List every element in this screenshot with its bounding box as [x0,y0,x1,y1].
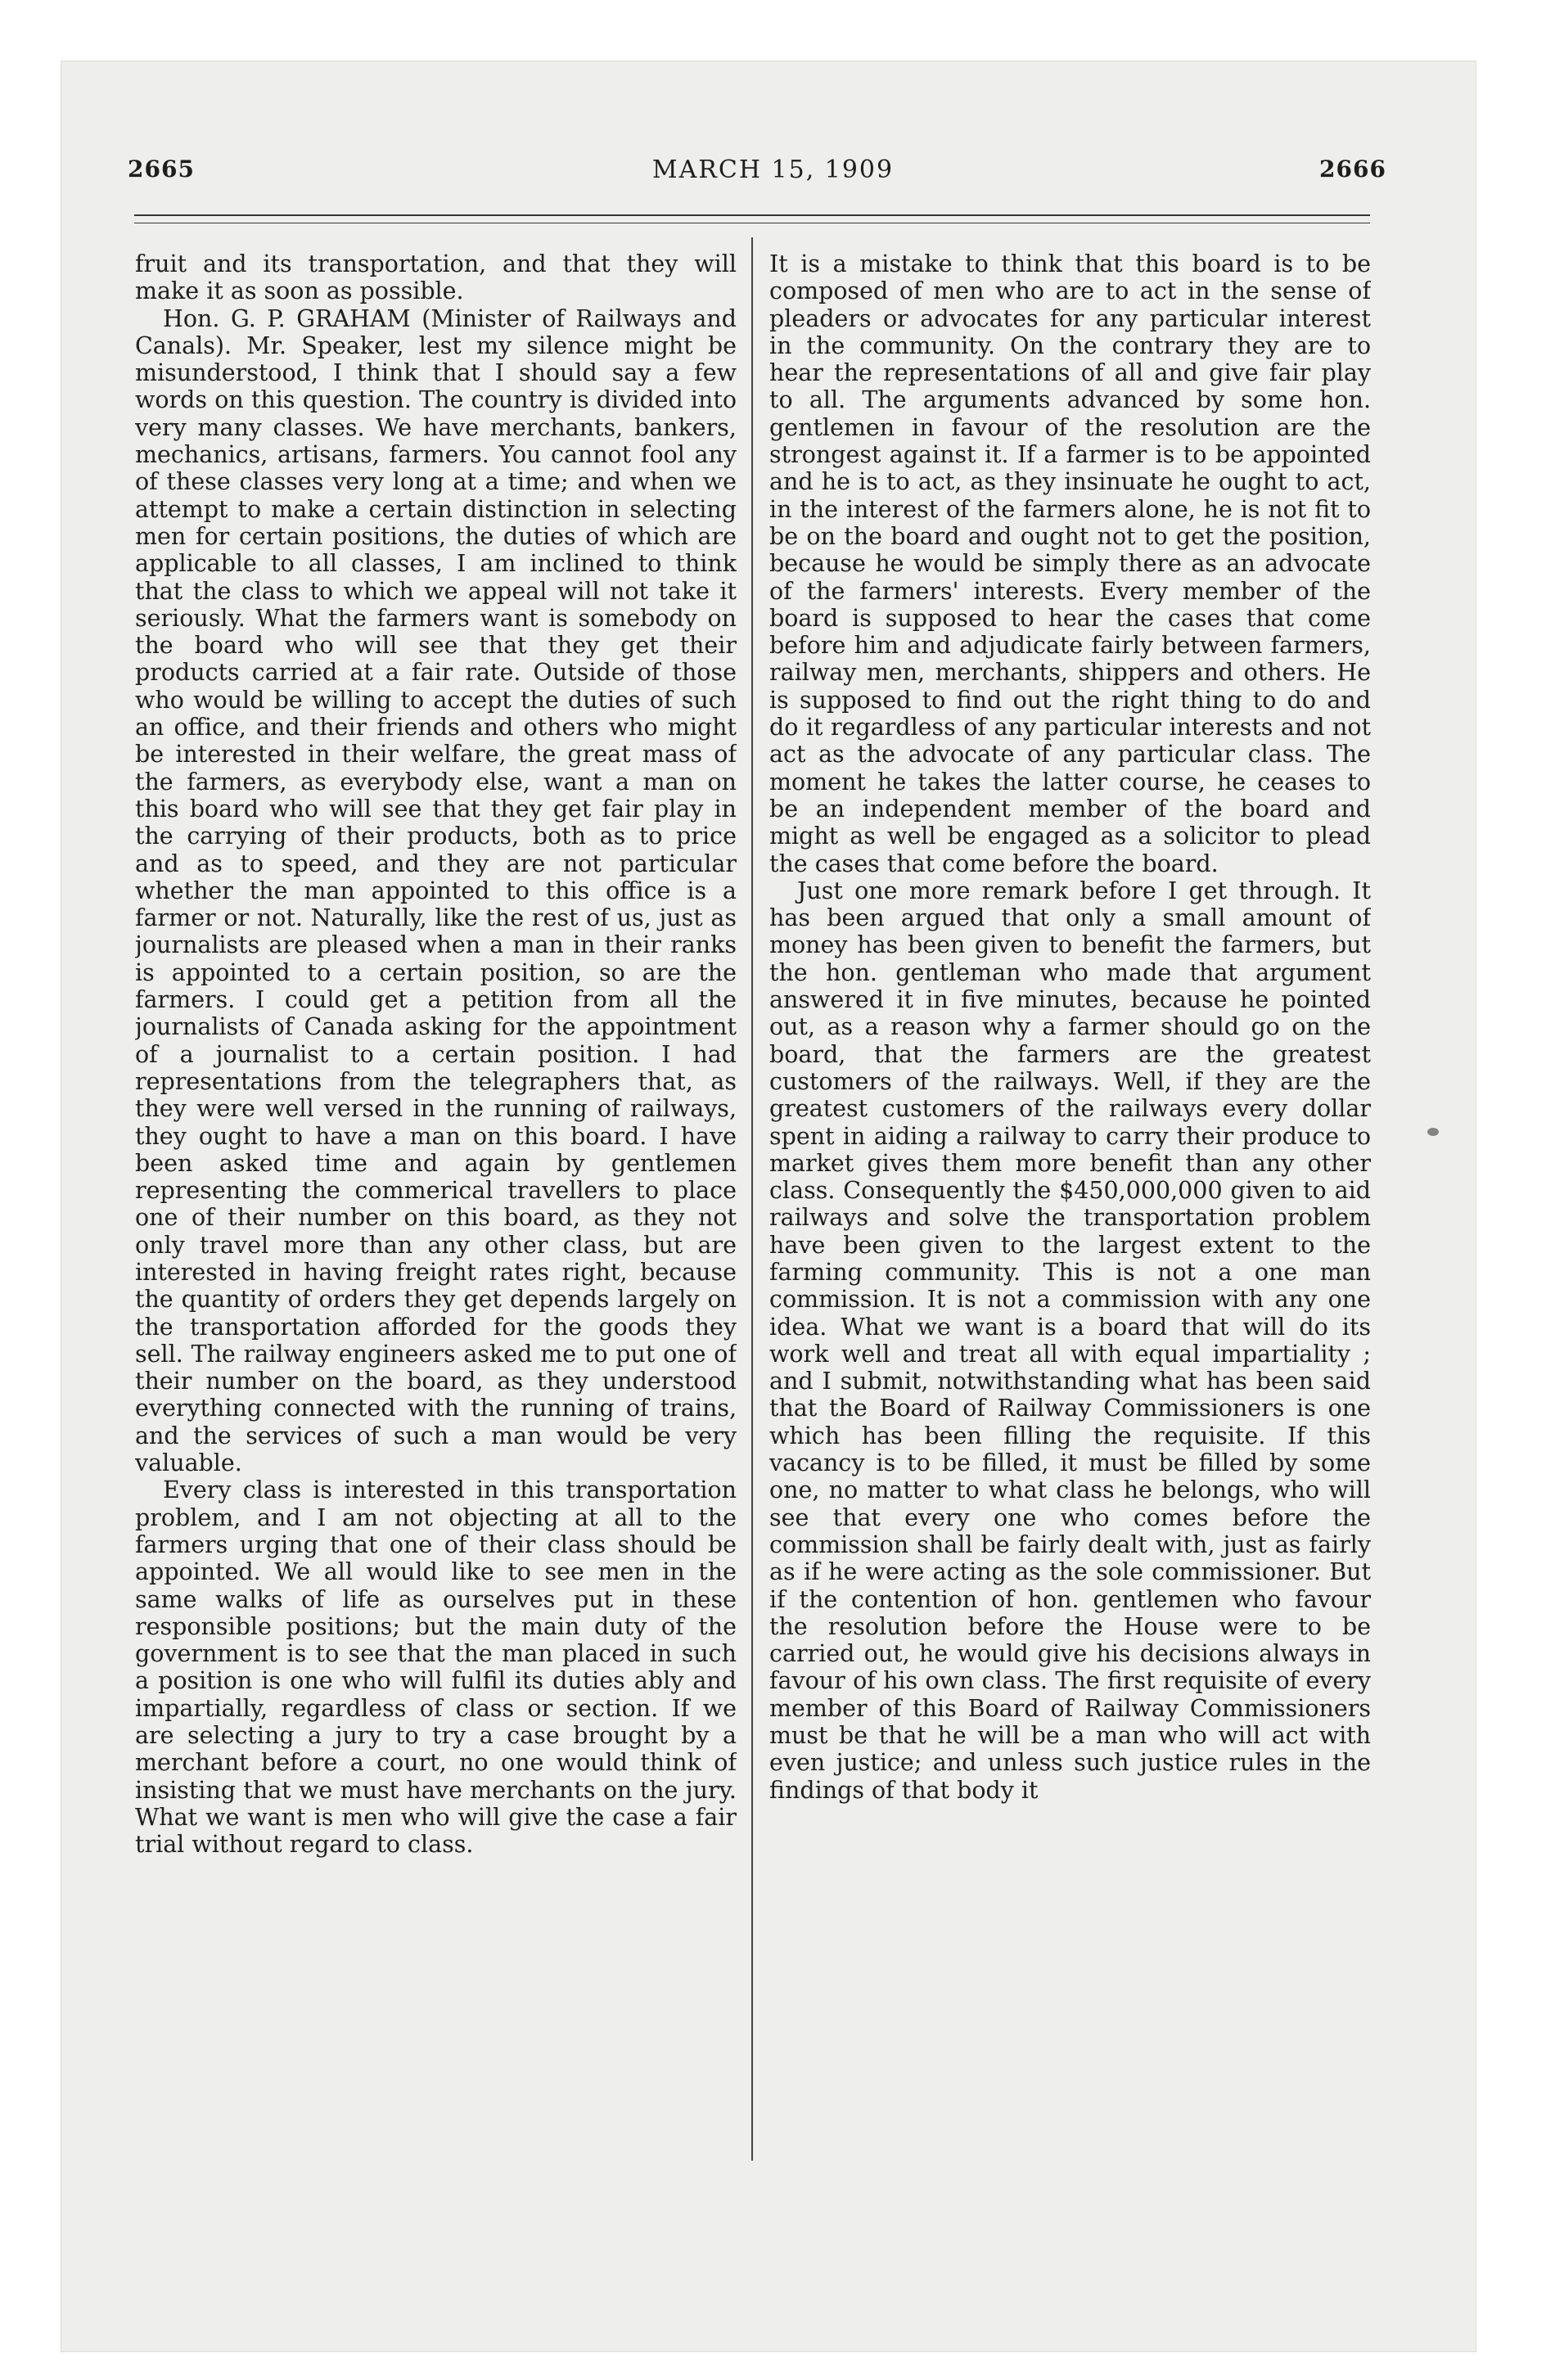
left-paragraph-2: Hon. G. P. GRAHAM (Minister of Railways and Canals). Mr. Speaker, lest my silence might be misunderstood, I think that I should say a few words on this question. The country is divided into very many classes. We have merchants, bankers, mechanics, artisans, farmers. You cannot fool any of these classes very long at a time; and when we attempt to make a certain distinction in selecting men for certain positions, the duties of which are applicable to all classes, I am inclined to think that the class to which we appeal will not take it seriously. What the farmers want is somebody on the board who will see that they get their products carried at a fair rate. Outside of those who would be willing to accept the duties of such an office, and their friends and others who might be interested in their welfare, the great mass of the farmers, as everybody else, want a man on this board who will see that they get fair play in the carrying of their products, both as to price and as to speed, and they are not particular whether the man appointed to this office is a farmer or not. Naturally, like the rest of us, just as journalists are pleased when a man in their ranks is appointed to a certain position, so are the farmers. I could get a petition from all the journalists of Canada asking for the appointment of a journalist to a certain position. I had representations from the telegraphers that, as they were well versed in the running of railways, they ought to have a man on this board. I have been asked time and again by gentlemen representing the commerical travellers to place one of their number on this board, as they not only travel more than any other class, but are interested in having freight rates right, because the quantity of orders they get depends largely on the transportation afforded for the goods they sell. The railway engineers asked me to put one of their number on the board, as they understood everything connected with the running of trains, and the services of such a man would be very valuable. [135,304,737,1477]
page-number-right: 2666 [1319,156,1386,183]
left-paragraph-1: fruit and its transportation, and that they will make it as soon as possible. [135,250,737,305]
ink-blot [1427,1128,1439,1136]
right-paragraph-2: Just one more remark before I get through. It has been argued that only a small amount of money has been given to benefit the farmers, but the hon. gentleman who made that argument answered it in five minutes, because he pointed out, as a reason why a farmer should go on the board, that the farmers are the greatest customers of the railways. Well, if they are the greatest customers of the railways every dollar spent in aiding a railway to carry their produce to market gives them more benefit than any other class. Consequently the $450,000,000 given to aid railways and solve the transportation problem have been given to the largest extent to the farming community. This is not a one man commission. It is not a commission with any one idea. What we want is a board that will do its work well and treat all with equal impartiality ; and I submit, notwithstanding what has been said that the Board of Railway Commissioners is one which has been filling the requisite. If this vacancy is to be filled, it must be filled by some one, no matter to what class he belongs, who will see that every one who comes before the commission shall be fairly dealt with, just as fairly as if he were acting as the sole commissioner. But if the contention of hon. gentlemen who favour the resolution before the House were to be carried out, he would give his decisions always in favour of his own class. The first requisite of every member of this Board of Railway Commissioners must be that he will be a man who will act with even justice; and unless such justice rules in the findings of that body it [769,877,1371,1804]
column-divider [751,237,753,2161]
page-number-left: 2665 [128,156,195,183]
left-paragraph-3: Every class is interested in this transportation problem, and I am not objecting at all to the farmers urging that one of their class should be appointed. We all would like to see men in the same walks of life as ourselves put in these responsible positions; but the main duty of the government is to see that the man placed in such a position is one who will fulfil its duties ably and impartially, regardless of class or section. If we are selecting a jury to try a case brought by a merchant before a court, no one would think of insisting that we must have merchants on the jury. What we want is men who will give the case a fair trial without regard to class. [135,1476,737,1859]
right-column [769,250,1371,2157]
left-column [135,250,737,2157]
right-paragraph-1: It is a mistake to think that this board is to be composed of men who are to act in the sense of pleaders or advocates for any particular interest in the community. On the contrary they are to hear the representations of all and give fair play to all. The arguments advanced by some hon. gentlemen in favour of the resolution are the strongest against it. If a farmer is to be appointed and he is to act, as they insinuate he ought to act, in the interest of the farmers alone, he is not fit to be on the board and ought not to get the position, because he would be simply there as an advocate of the farmers' interests. Every member of the board is supposed to hear the cases that come before him and adjudicate fairly between farmers, railway men, merchants, shippers and others. He is supposed to find out the right thing to do and do it regardless of any particular interests and not act as the advocate of any particular class. The moment he takes the latter course, he ceases to be an independent member of the board and might as well be engaged as a solicitor to plead the cases that come before the board. [769,250,1371,877]
header-rule-top [134,214,1370,216]
date-heading: MARCH 15, 1909 [651,156,895,184]
